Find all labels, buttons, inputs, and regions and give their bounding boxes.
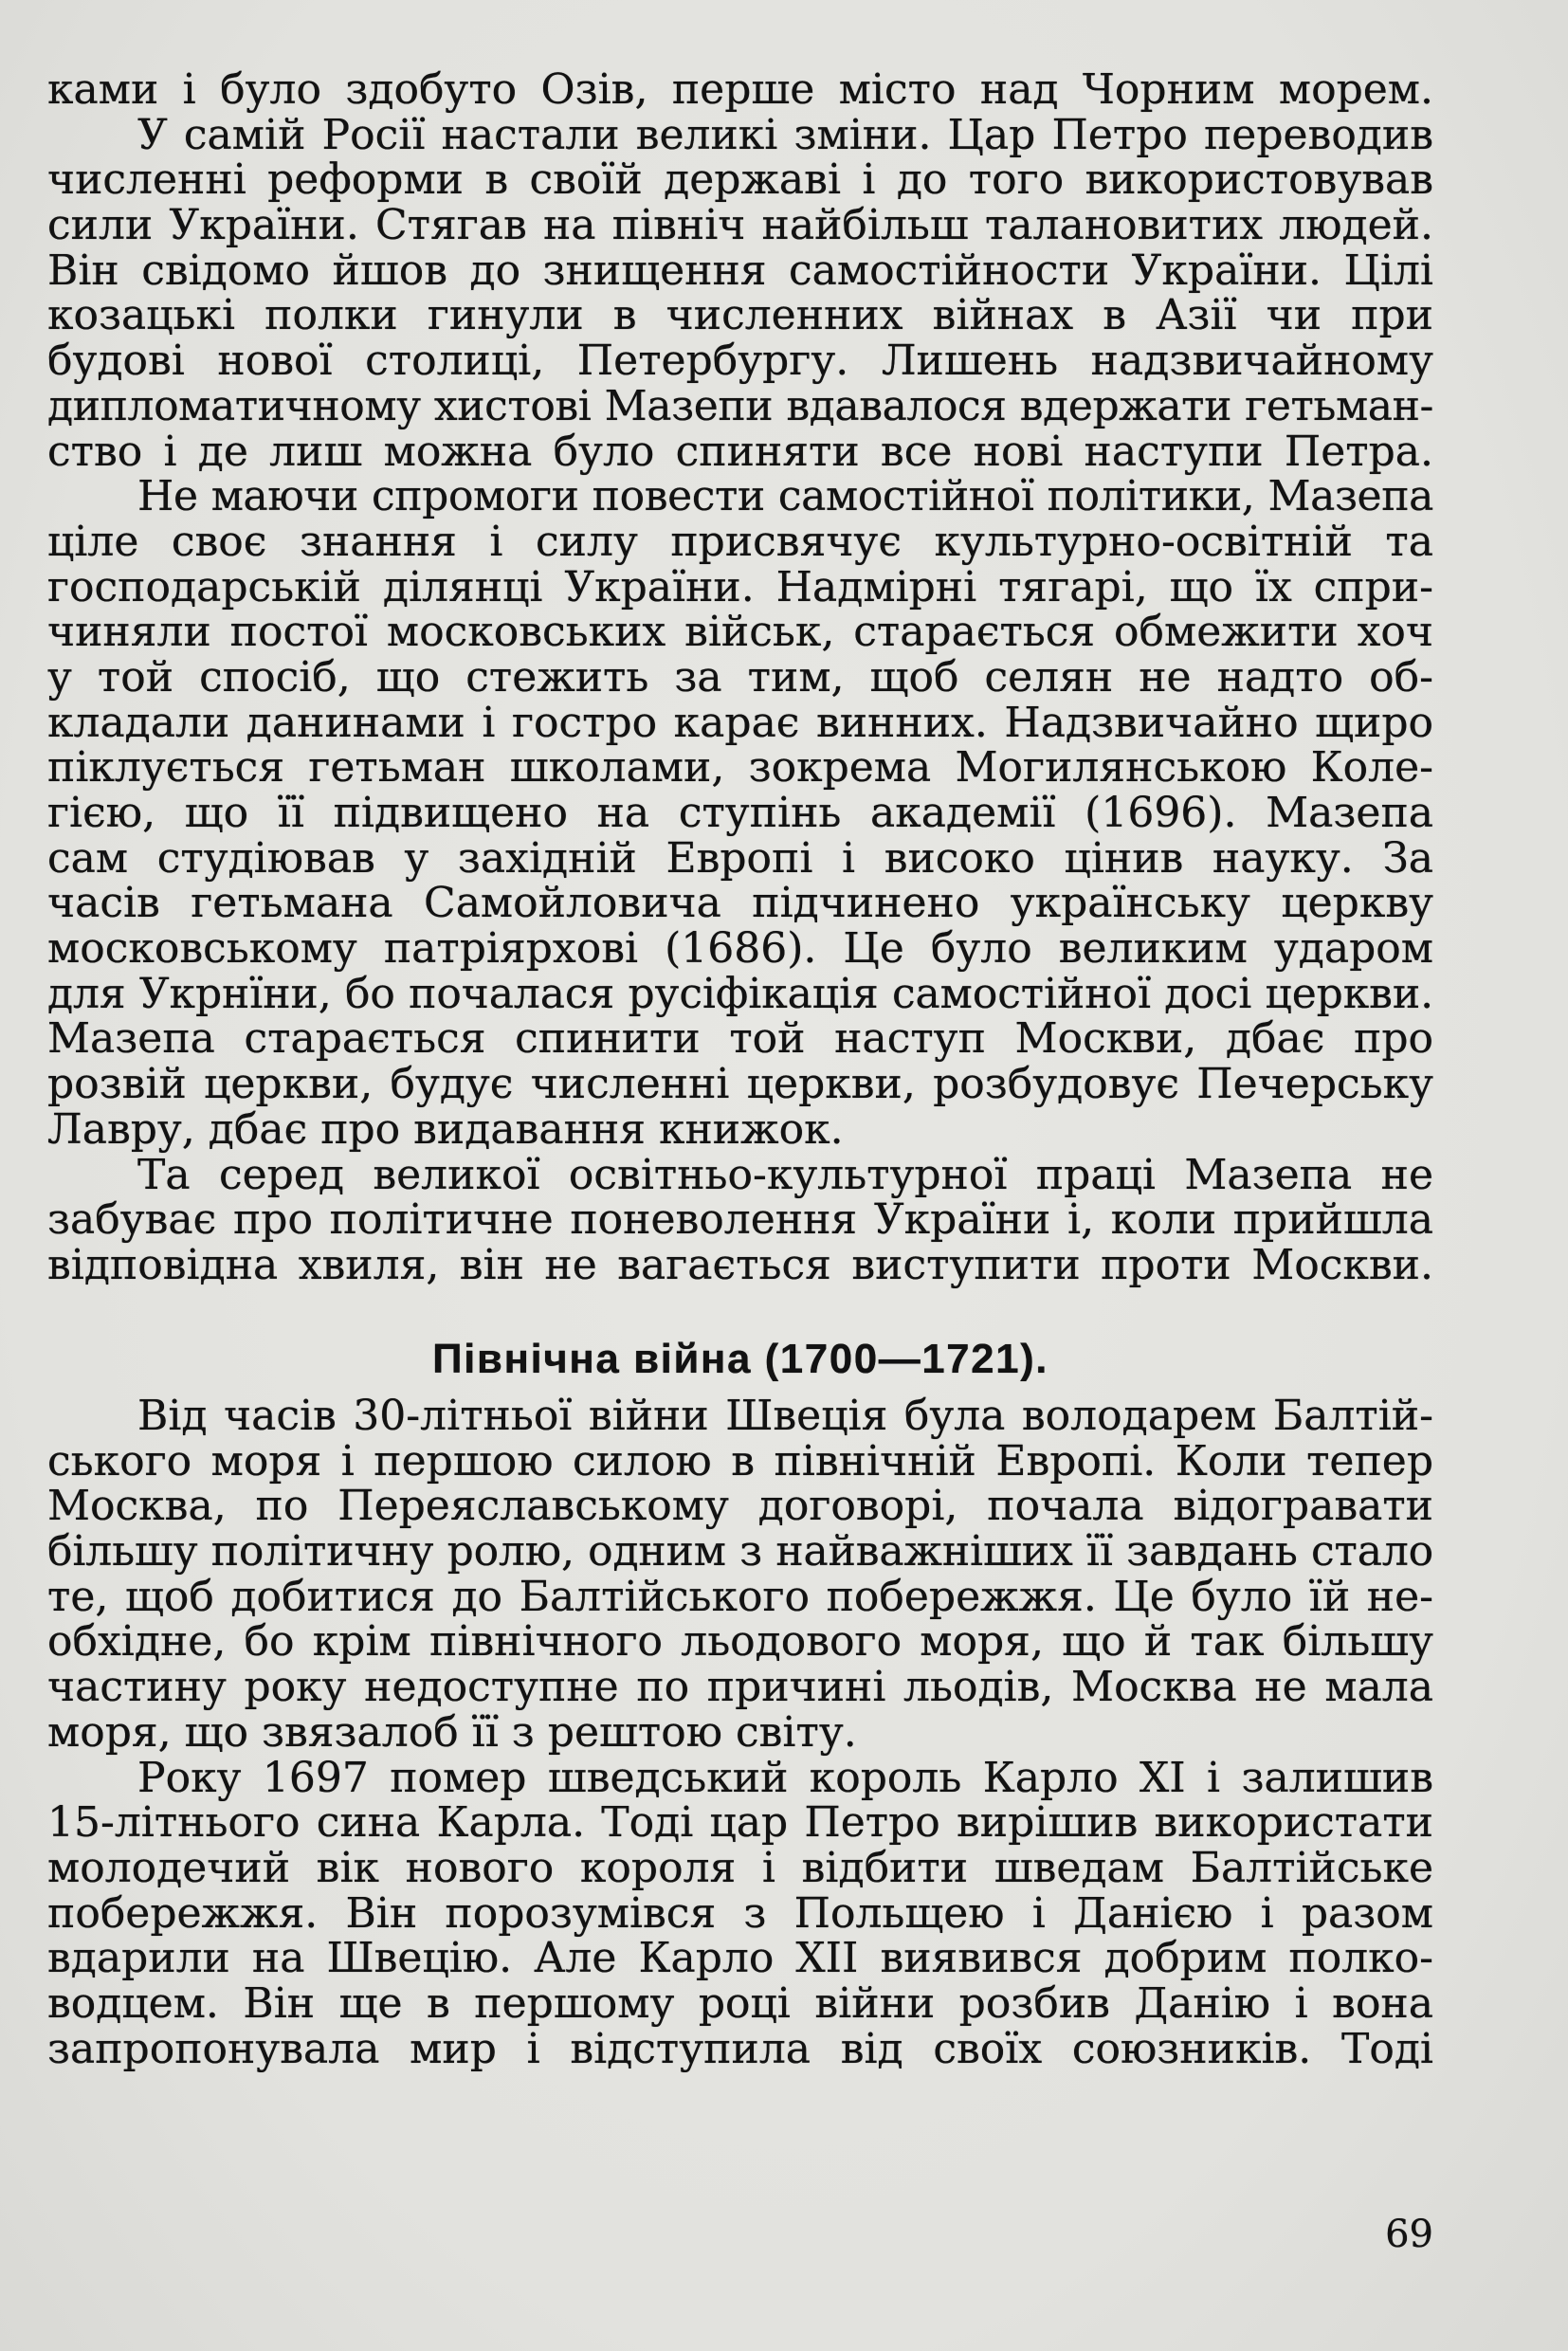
text-line: сили України. Стягав на північ найбільш талановитих людей. <box>47 201 1433 250</box>
paragraph <box>47 110 1433 476</box>
text-line: обхідне, бо крім північного льодового моря, що й так більшу <box>47 1617 1433 1667</box>
text-line: Року 1697 помер шведський король Карло XI і залишив <box>137 1753 1433 1802</box>
text-block-upper <box>47 67 1433 1288</box>
text-line: будові нової столиці, Петербургу. Лишень надзвичайному <box>47 337 1433 386</box>
text-line: водцем. Він ще в першому році війни розбив Данію і вона <box>47 1978 1433 2028</box>
paragraph <box>47 1753 1433 2073</box>
paragraph <box>47 67 1433 113</box>
text-line: гією, що її підвищено на ступінь академії (1696). Мазепа <box>47 789 1433 837</box>
text-line: розвій церкви, будує численні церкви, розбудовує Печерську <box>47 1060 1433 1109</box>
text-line: господарській ділянці України. Надмірні тягарі, що їх спри- <box>47 562 1433 611</box>
text-line: побережжя. Він порозумівся з Польщею і Данією і разом <box>47 1888 1433 1938</box>
paragraph <box>47 474 1433 1152</box>
text-line: Лавру, дбає про видавання книжок. <box>47 1104 844 1154</box>
text-line: московському патріярхові (1686). Це було великим ударом <box>47 924 1433 974</box>
text-line: ство і де лиш можна було спиняти все нові наступи Петра. <box>47 427 1433 476</box>
text-line: відповідна хвиля, він не вагається виступити проти Москви. <box>47 1240 1433 1289</box>
text-line: ками і було здобуто Озів, перше місто над Чорним морем. <box>47 65 1433 114</box>
paragraph <box>47 1394 1433 1756</box>
section-heading: Північна війна (1700—1721). <box>432 1336 1048 1382</box>
text-line: чиняли постої московських військ, старається обмежити хоч <box>47 608 1433 657</box>
text-line: забуває про політичне поневолення України і, коли прийшла <box>47 1195 1433 1245</box>
text-line: для Укрнїни, бо почалася русіфікація самостійної досі церкви. <box>47 969 1433 1018</box>
text-line: сам студіював у західній Европі і високо цінив науку. За <box>47 833 1433 883</box>
text-line: Мазепа старається спинити той наступ Москви, дбає про <box>47 1014 1433 1064</box>
text-line: У самій Росії настали великі зміни. Цар Петро переводив <box>137 110 1433 159</box>
text-line: 15-літнього сина Карла. Тоді цар Петро вирішив використати <box>47 1798 1433 1848</box>
text-line: те, щоб добитися до Балтійського побережжя. Це було їй не- <box>47 1572 1433 1621</box>
text-line: частину року недоступне по причині льодів, Москва не мала <box>47 1663 1433 1712</box>
text-line: запропонувала мир і відступила від своїх союзників. Тоді <box>47 2024 1433 2073</box>
text-line: численні реформи в своїй державі і до того використовував <box>47 155 1433 205</box>
text-line: кладали данинами і гостро карає винних. Надзвичайно щиро <box>47 698 1433 747</box>
text-line: молодечий вік нового короля і відбити шведам Балтійське <box>47 1843 1433 1892</box>
text-line: дипломатичному хистові Мазепи вдавалося вдержати гетьман- <box>47 381 1433 430</box>
text-line: моря, що звязалоб її з рештою світу. <box>47 1707 857 1757</box>
text-line: часів гетьмана Самойловича підчинено українську церкву <box>47 879 1433 928</box>
page-number: 69 <box>1385 2213 1433 2256</box>
text-line: ського моря і першою силою в північній Европі. Коли тепер <box>47 1436 1433 1485</box>
text-line: піклується гетьман школами, зокрема Могилянською Коле- <box>47 743 1433 793</box>
paragraph <box>47 1150 1433 1289</box>
text-line: козацькі полки гинули в численних війнах в Азії чи при <box>47 291 1433 340</box>
text-line: більшу політичну ролю, одним з найважніших її завдань стало <box>47 1527 1433 1576</box>
text-block-lower <box>47 1394 1433 2071</box>
text-line: Та серед великої освітньо-культурної праці Мазепа не <box>137 1150 1433 1199</box>
text-line: Він свідомо йшов до знищення самостійности України. Цілі <box>47 246 1433 295</box>
text-line: Від часів 30-літньої війни Швеція була володарем Балтій- <box>137 1392 1433 1440</box>
text-line: Москва, по Переяславському договорі, почала відогравати <box>47 1482 1433 1531</box>
text-line: Не маючи спромоги повести самостійної політики, Мазепа <box>137 472 1433 521</box>
text-line: вдарили на Швецію. Але Карло XII виявився добрим полко- <box>47 1934 1433 1983</box>
text-line: у той спосіб, що стежить за тим, щоб селян не надто об- <box>47 652 1433 702</box>
text-line: ціле своє знання і силу присвячує культурно-освітній та <box>47 517 1433 566</box>
